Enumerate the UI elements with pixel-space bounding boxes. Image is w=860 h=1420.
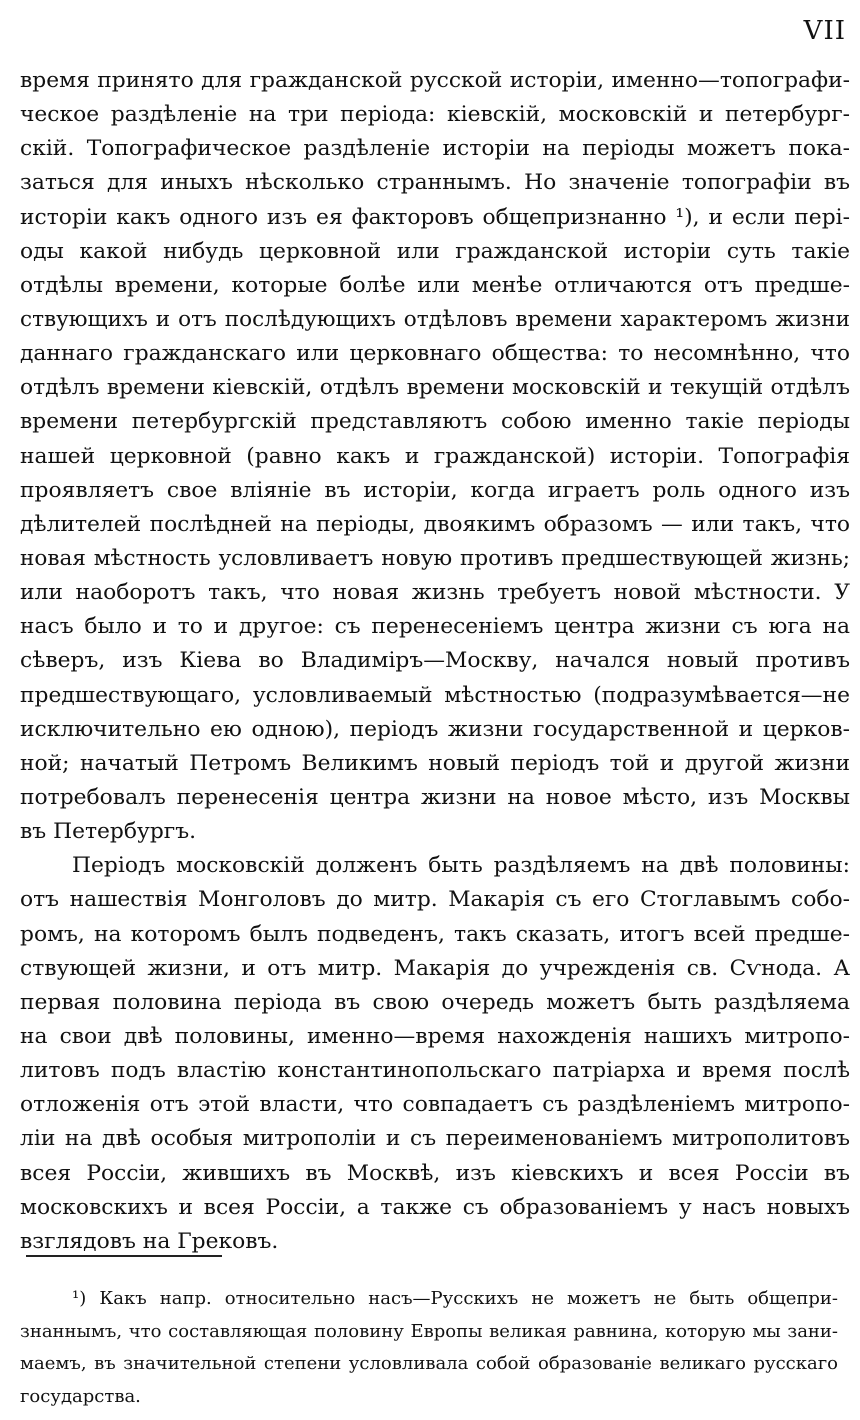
text-line: время принято для гражданской русской исторіи, именно—топографи- — [20, 68, 850, 93]
text-line: ромъ, на которомъ былъ подведенъ, такъ сказать, итогъ всей предше- — [20, 921, 850, 947]
text-line: литовъ подъ властію константинопольскаго патріарха и время послѣ — [20, 1058, 850, 1084]
text-line: отложенія отъ этой власти, что совпадаетъ съ раздѣленіемъ митропо- — [20, 1092, 850, 1118]
footnote-line: маемъ, въ значительной степени условливала собой образованіе великаго русскаго — [20, 1353, 838, 1374]
text-line: ческое раздѣленіе на три періода: кіевскій, московскій и петербург- — [20, 102, 850, 128]
text-line: на свои двѣ половины, именно—время нахожденія нашихъ митропо- — [20, 1023, 850, 1049]
footnote — [20, 1283, 838, 1413]
text-line: Періодъ московскій долженъ быть раздѣляемъ на двѣ половины: — [72, 853, 850, 879]
text-line: заться для иныхъ нѣсколько страннымъ. Но значеніе топографіи въ — [20, 170, 850, 196]
text-line: даннаго гражданскаго или церковнаго общества: то несомнѣнно, что — [20, 341, 850, 367]
text-line: московскихъ и всея Россіи, а также съ образованіемъ у насъ новыхъ — [20, 1194, 850, 1220]
text-line: въ Петербургъ. — [20, 819, 197, 845]
text-line: проявляетъ свое вліяніе въ исторіи, когда играетъ роль одного изъ — [20, 477, 850, 503]
text-line: скій. Топографическое раздѣленіе исторіи на періоды можетъ пока- — [20, 136, 850, 162]
footnote-line: знаннымъ, что составляющая половину Европы великая равнина, которую мы зани- — [20, 1320, 838, 1342]
text-line: взглядовъ на Грековъ. — [20, 1228, 279, 1254]
text-line: ствующей жизни, и отъ митр. Макарія до учрежденія св. Сѵнода. А — [20, 955, 850, 981]
text-line: предшествующаго, условливаемый мѣстностью (подразумѣвается—не — [20, 682, 850, 708]
footnote-line: государства. — [20, 1385, 141, 1407]
text-line: отъ нашествія Монголовъ до митр. Макарія съ его Стоглавымъ собо- — [20, 887, 850, 913]
text-line: отдѣлъ времени кіевскій, отдѣлъ времени московскій и текущій отдѣлъ — [20, 375, 850, 401]
paragraph — [20, 849, 850, 1259]
text-line: потребовалъ перенесенія центра жизни на новое мѣсто, изъ Москвы — [20, 784, 850, 810]
text-line: исторіи какъ одного изъ ея факторовъ общепризнанно ¹), и если пері- — [20, 204, 850, 230]
text-line: первая половина періода въ свою очередь можетъ быть раздѣляема — [20, 989, 850, 1015]
text-line: или наоборотъ такъ, что новая жизнь требуетъ новой мѣстности. У — [20, 580, 850, 606]
text-line: насъ было и то и другое: съ перенесеніемъ центра жизни съ юга на — [20, 614, 850, 640]
text-line: нашей церковной (равно какъ и гражданской) исторіи. Топографія — [20, 443, 850, 469]
text-line: исключительно ею одною), періодъ жизни государственной и церков- — [20, 716, 850, 742]
text-line: ной; начатый Петромъ Великимъ новый періодъ той и другой жизни — [20, 750, 850, 776]
text-line: ствующихъ и отъ послѣдующихъ отдѣловъ времени характеромъ жизни — [20, 306, 850, 332]
page-number: VII — [803, 16, 846, 46]
footnote-separator — [26, 1255, 222, 1257]
text-line: ліи на двѣ особыя митрополіи и съ переименованіемъ митрополитовъ — [20, 1126, 850, 1152]
text-line: оды какой нибудь церковной или гражданской исторіи суть такіе — [20, 238, 850, 264]
text-line: сѣверъ, изъ Кіева во Владиміръ—Москву, начался новый противъ — [20, 648, 850, 674]
text-line: новая мѣстность условливаетъ новую противъ предшествующей жизнь; — [20, 545, 850, 571]
text-line: дѣлителей послѣдней на періоды, двоякимъ образомъ — или такъ, что — [20, 511, 850, 537]
text-line: всея Россіи, жившихъ въ Москвѣ, изъ кіевскихъ и всея Россіи въ — [20, 1160, 850, 1186]
main-text — [20, 64, 850, 1259]
text-line: отдѣлы времени, которые болѣе или менѣе отличаются отъ предше- — [20, 272, 850, 298]
footnote-line: ¹) Какъ напр. относительно насъ—Русскихъ не можетъ не быть общепри- — [72, 1288, 838, 1309]
paragraph — [20, 64, 850, 849]
text-line: времени петербургскій представляютъ собою именно такіе періоды — [20, 409, 850, 435]
